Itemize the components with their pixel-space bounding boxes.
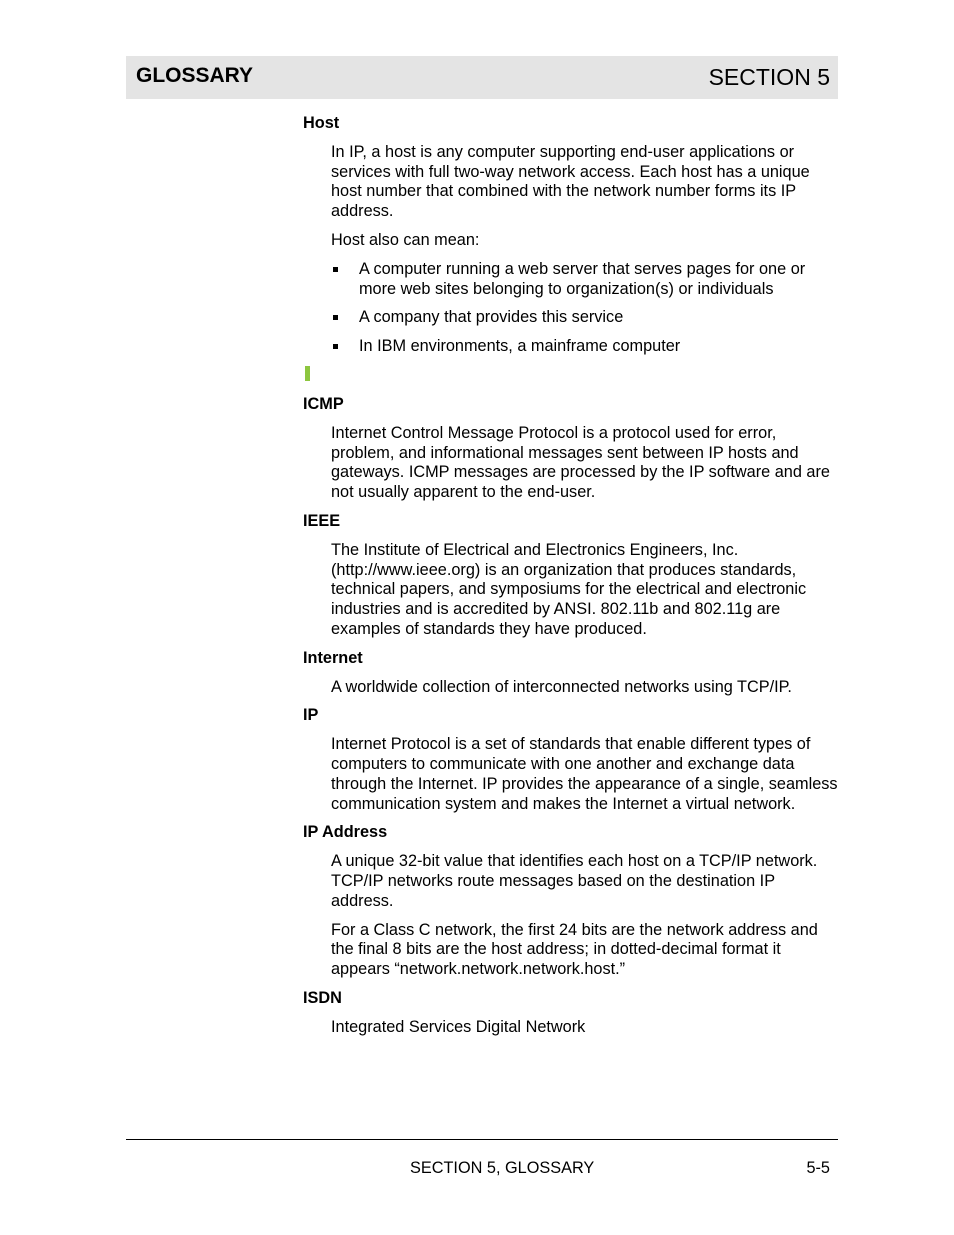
term-ieee: IEEE: [303, 511, 341, 530]
glossary-entry-ip: [303, 706, 838, 814]
glossary-entry-host: [303, 114, 838, 357]
glossary-content: [303, 114, 838, 1046]
page-number: 5-5: [806, 1159, 830, 1177]
letter-marker-icon: [305, 366, 310, 381]
definition: Internet Control Message Protocol is a protocol used for error, problem, and informational messages sent between IP hosts and gateways. ICMP messages are processed by the IP software and are not usually apparent to the end-user.: [331, 423, 830, 502]
definition: Integrated Services Digital Network: [331, 1017, 586, 1036]
footer-divider: [126, 1139, 838, 1140]
term-ip: IP: [303, 706, 319, 725]
definition: The Institute of Electrical and Electronics Engineers, Inc. (http://www.ieee.org) is an organization that produces standards, technical papers, and symposiums for the electrical and electronic industries and is accredited by ANSI. 802.11b and 802.11g are examples of standards they have produced.: [331, 540, 807, 638]
header-title: GLOSSARY: [136, 64, 254, 87]
list-item: [331, 337, 838, 357]
term-host: Host: [303, 114, 340, 132]
glossary-entry-internet: [303, 649, 838, 698]
list-item: [331, 308, 838, 328]
term-internet: Internet: [303, 648, 363, 667]
section-header: [126, 56, 838, 99]
definition: Internet Protocol is a set of standards that enable different types of computers to communicate with one another and exchange data through the Internet. IP provides the appearance of a single, seamless communication system and makes the Internet a virtual network.: [331, 735, 838, 813]
list-item-text: A company that provides this service: [359, 308, 624, 327]
glossary-entry-ieee: [303, 512, 838, 640]
list-item: [331, 260, 838, 300]
bullet-icon: [333, 267, 338, 272]
definition: Host also can mean:: [331, 230, 480, 249]
glossary-entry-icmp: [303, 395, 838, 503]
term-isdn: ISDN: [303, 988, 342, 1007]
bullet-icon: [333, 315, 338, 320]
definition: A worldwide collection of interconnected networks using TCP/IP.: [331, 677, 792, 696]
header-section: SECTION 5: [708, 64, 830, 90]
term-icmp: ICMP: [303, 394, 344, 413]
glossary-entry-ip-address: [303, 823, 838, 980]
list-item-text: In IBM environments, a mainframe computer: [359, 337, 681, 356]
list-item-text: A computer running a web server that serves pages for one or more web sites belonging to organization(s) or individuals: [359, 259, 806, 298]
definition: A unique 32-bit value that identifies each host on a TCP/IP network. TCP/IP networks route messages based on the destination IP address.: [331, 852, 818, 910]
term-ip-address: IP Address: [303, 823, 388, 842]
footer-section-label: SECTION 5, GLOSSARY: [410, 1159, 595, 1177]
glossary-entry-isdn: [303, 989, 838, 1038]
bullet-icon: [333, 344, 338, 349]
bullet-list: [331, 260, 838, 357]
definition: In IP, a host is any computer supporting end-user applications or services with full two-way network access. Each host has a unique host number that combined with the network number forms its IP address.: [331, 142, 810, 221]
definition: For a Class C network, the first 24 bits are the network address and the final 8 bits are the host address; in dotted-decimal format it appears “network.network.network.host.”: [331, 920, 818, 979]
